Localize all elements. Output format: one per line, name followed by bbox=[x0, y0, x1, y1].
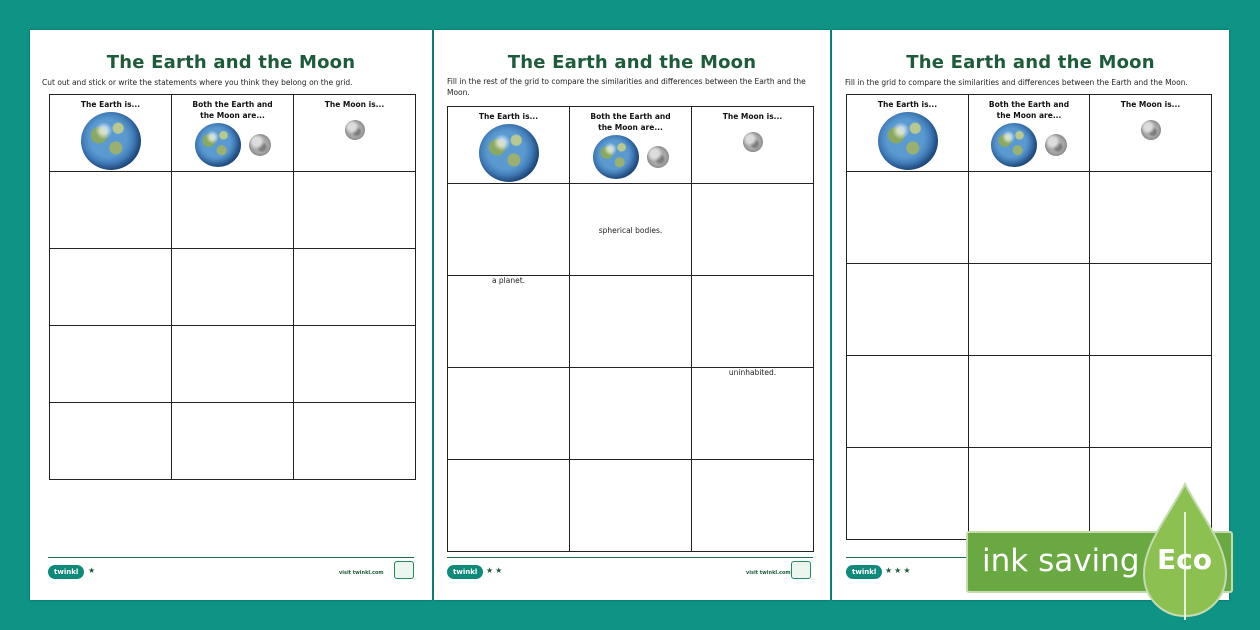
footer-divider bbox=[846, 557, 966, 558]
moon-icon bbox=[249, 134, 271, 156]
earth-icon bbox=[195, 123, 241, 167]
grid-cell[interactable] bbox=[448, 460, 570, 552]
earth-icon bbox=[878, 112, 938, 170]
grid-cell[interactable] bbox=[172, 403, 294, 480]
twinkl-logo: twinkl bbox=[447, 565, 483, 579]
quality-badge-icon bbox=[791, 561, 811, 579]
worksheet-instructions: Fill in the rest of the grid to compare the similarities and differences between the Earth and the Moon. bbox=[447, 77, 806, 97]
grid-cell[interactable]: a planet. bbox=[448, 276, 570, 368]
grid-cell[interactable] bbox=[448, 368, 570, 460]
earth-icon bbox=[593, 135, 639, 179]
grid-cell[interactable] bbox=[172, 172, 294, 249]
difficulty-stars: ★★ bbox=[486, 566, 505, 575]
difficulty-stars: ★ bbox=[88, 566, 98, 575]
grid-cell[interactable]: spherical bodies. bbox=[570, 184, 692, 276]
table-row bbox=[448, 184, 814, 276]
grid-cell[interactable] bbox=[969, 448, 1090, 540]
worksheet-title: The Earth and the Moon bbox=[106, 52, 356, 73]
grid-cell[interactable] bbox=[448, 184, 570, 276]
header-earth: The Earth is... bbox=[50, 95, 172, 172]
grid-cell[interactable] bbox=[294, 326, 416, 403]
grid-cell[interactable] bbox=[692, 460, 814, 552]
grid-cell[interactable] bbox=[570, 276, 692, 368]
worksheet-instructions: Cut out and stick or write the statements where you think they belong on the grid. bbox=[42, 78, 353, 87]
grid-cell[interactable] bbox=[1090, 172, 1212, 264]
grid-cell[interactable] bbox=[294, 172, 416, 249]
grid-cell[interactable] bbox=[50, 403, 172, 480]
grid-header-row bbox=[448, 107, 814, 184]
worksheet-instructions: Fill in the grid to compare the similarities and differences between the Earth and the Moon. bbox=[845, 78, 1188, 87]
moon-icon bbox=[1141, 120, 1161, 140]
grid-cell[interactable] bbox=[969, 172, 1090, 264]
header-moon: The Moon is... bbox=[692, 107, 814, 184]
ink-saving-label: ink saving bbox=[982, 543, 1140, 579]
grid-cell[interactable] bbox=[570, 368, 692, 460]
header-moon: The Moon is... bbox=[294, 95, 416, 172]
comparison-grid bbox=[447, 106, 814, 552]
table-row bbox=[847, 172, 1212, 264]
grid-cell[interactable] bbox=[1090, 356, 1212, 448]
table-row bbox=[50, 249, 416, 326]
table-row bbox=[448, 368, 814, 460]
grid-cell[interactable] bbox=[294, 249, 416, 326]
quality-badge-icon bbox=[394, 561, 414, 579]
grid-cell[interactable] bbox=[50, 326, 172, 403]
grid-cell[interactable] bbox=[969, 264, 1090, 356]
worksheet-1 bbox=[30, 30, 432, 600]
grid-cell[interactable] bbox=[50, 249, 172, 326]
table-row bbox=[847, 264, 1212, 356]
header-earth: The Earth is... bbox=[448, 107, 570, 184]
header-both: Both the Earth and the Moon are... bbox=[570, 107, 692, 184]
moon-icon bbox=[345, 120, 365, 140]
moon-icon bbox=[647, 146, 669, 168]
table-row bbox=[847, 356, 1212, 448]
grid-cell[interactable] bbox=[172, 249, 294, 326]
table-row bbox=[448, 460, 814, 552]
table-row bbox=[50, 403, 416, 480]
grid-cell[interactable]: uninhabited. bbox=[692, 368, 814, 460]
grid-header-row bbox=[50, 95, 416, 172]
table-row bbox=[50, 172, 416, 249]
grid-cell[interactable] bbox=[969, 356, 1090, 448]
difficulty-stars: ★★★ bbox=[885, 566, 913, 575]
header-earth: The Earth is... bbox=[847, 95, 969, 172]
comparison-grid bbox=[49, 94, 416, 480]
footer-link[interactable]: visit twinkl.com bbox=[746, 570, 791, 576]
moon-icon bbox=[1045, 134, 1067, 156]
worksheet-2 bbox=[434, 30, 830, 600]
header-both: Both the Earth and the Moon are... bbox=[969, 95, 1090, 172]
grid-cell[interactable] bbox=[847, 264, 969, 356]
header-both: Both the Earth and the Moon are... bbox=[172, 95, 294, 172]
grid-cell[interactable] bbox=[172, 326, 294, 403]
worksheet-title: The Earth and the Moon bbox=[906, 52, 1155, 73]
table-row bbox=[50, 326, 416, 403]
eco-label: Eco bbox=[1157, 543, 1212, 576]
grid-cell[interactable] bbox=[1090, 264, 1212, 356]
grid-cell[interactable] bbox=[50, 172, 172, 249]
grid-cell[interactable] bbox=[692, 276, 814, 368]
footer-link[interactable]: visit twinkl.com bbox=[339, 570, 384, 576]
earth-icon bbox=[991, 123, 1037, 167]
grid-cell[interactable] bbox=[570, 460, 692, 552]
grid-cell[interactable] bbox=[847, 172, 969, 264]
earth-icon bbox=[81, 112, 141, 170]
footer-divider bbox=[447, 557, 813, 558]
twinkl-logo: twinkl bbox=[48, 565, 84, 579]
moon-icon bbox=[743, 132, 763, 152]
grid-cell[interactable] bbox=[692, 184, 814, 276]
grid-cell[interactable] bbox=[847, 448, 969, 540]
comparison-grid bbox=[846, 94, 1212, 540]
footer-divider bbox=[48, 557, 414, 558]
table-row bbox=[448, 276, 814, 368]
grid-cell[interactable] bbox=[847, 356, 969, 448]
worksheet-title: The Earth and the Moon bbox=[507, 52, 757, 73]
twinkl-logo: twinkl bbox=[846, 565, 882, 579]
grid-cell[interactable] bbox=[294, 403, 416, 480]
earth-icon bbox=[479, 124, 539, 182]
header-moon: The Moon is... bbox=[1090, 95, 1212, 172]
grid-header-row bbox=[847, 95, 1212, 172]
